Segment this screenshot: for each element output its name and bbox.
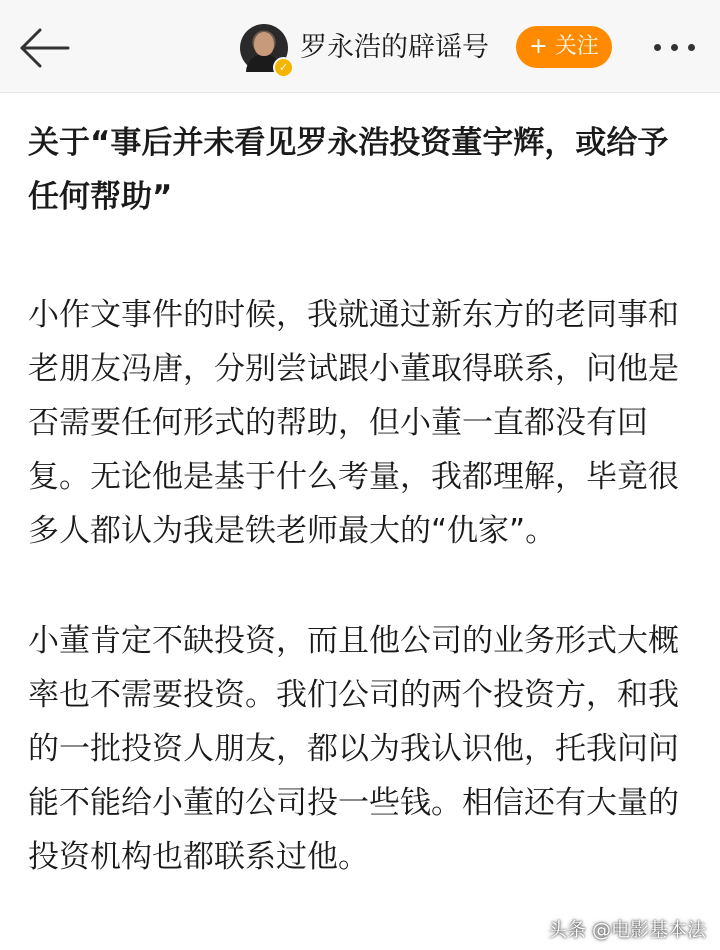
article-title: 关于“事后并未看见罗永浩投资董宇辉，或给予任何帮助” (28, 125, 669, 215)
more-dots-icon[interactable] (650, 40, 700, 56)
article-paragraph-2: 小董肯定不缺投资，而且他公司的业务形式大概率也不需要投资。我们公司的两个投资方，和我的一批投资人朋友，都以为我认识他，托我问问能不能给小董的公司投一些钱。相信还有大量的投资机构也都联系过他。 (28, 623, 679, 875)
follow-button[interactable]: + 关注 (516, 26, 612, 68)
dot (654, 44, 661, 51)
account-name[interactable]: 罗永浩的辟谣号 (300, 32, 489, 63)
dot (688, 44, 695, 51)
avatar-face (254, 32, 274, 56)
source-watermark: 头条 @电影基本法 (547, 919, 706, 941)
top-bar (0, 0, 720, 93)
article-paragraph-1: 小作文事件的时候，我就通过新东方的老同事和老朋友冯唐，分别尝试跟小董取得联系，问他是否需要任何形式的帮助，但小董一直都没有回复。无论他是基于什么考量，我都理解，毕竟很多人都认为我是铁老师最大的“仇家”。 (28, 297, 679, 549)
dot (671, 44, 678, 51)
article-body (28, 116, 698, 884)
arrow-left-icon (16, 26, 72, 70)
back-button[interactable] (16, 26, 72, 70)
verified-badge-icon: ✓ (273, 57, 294, 78)
